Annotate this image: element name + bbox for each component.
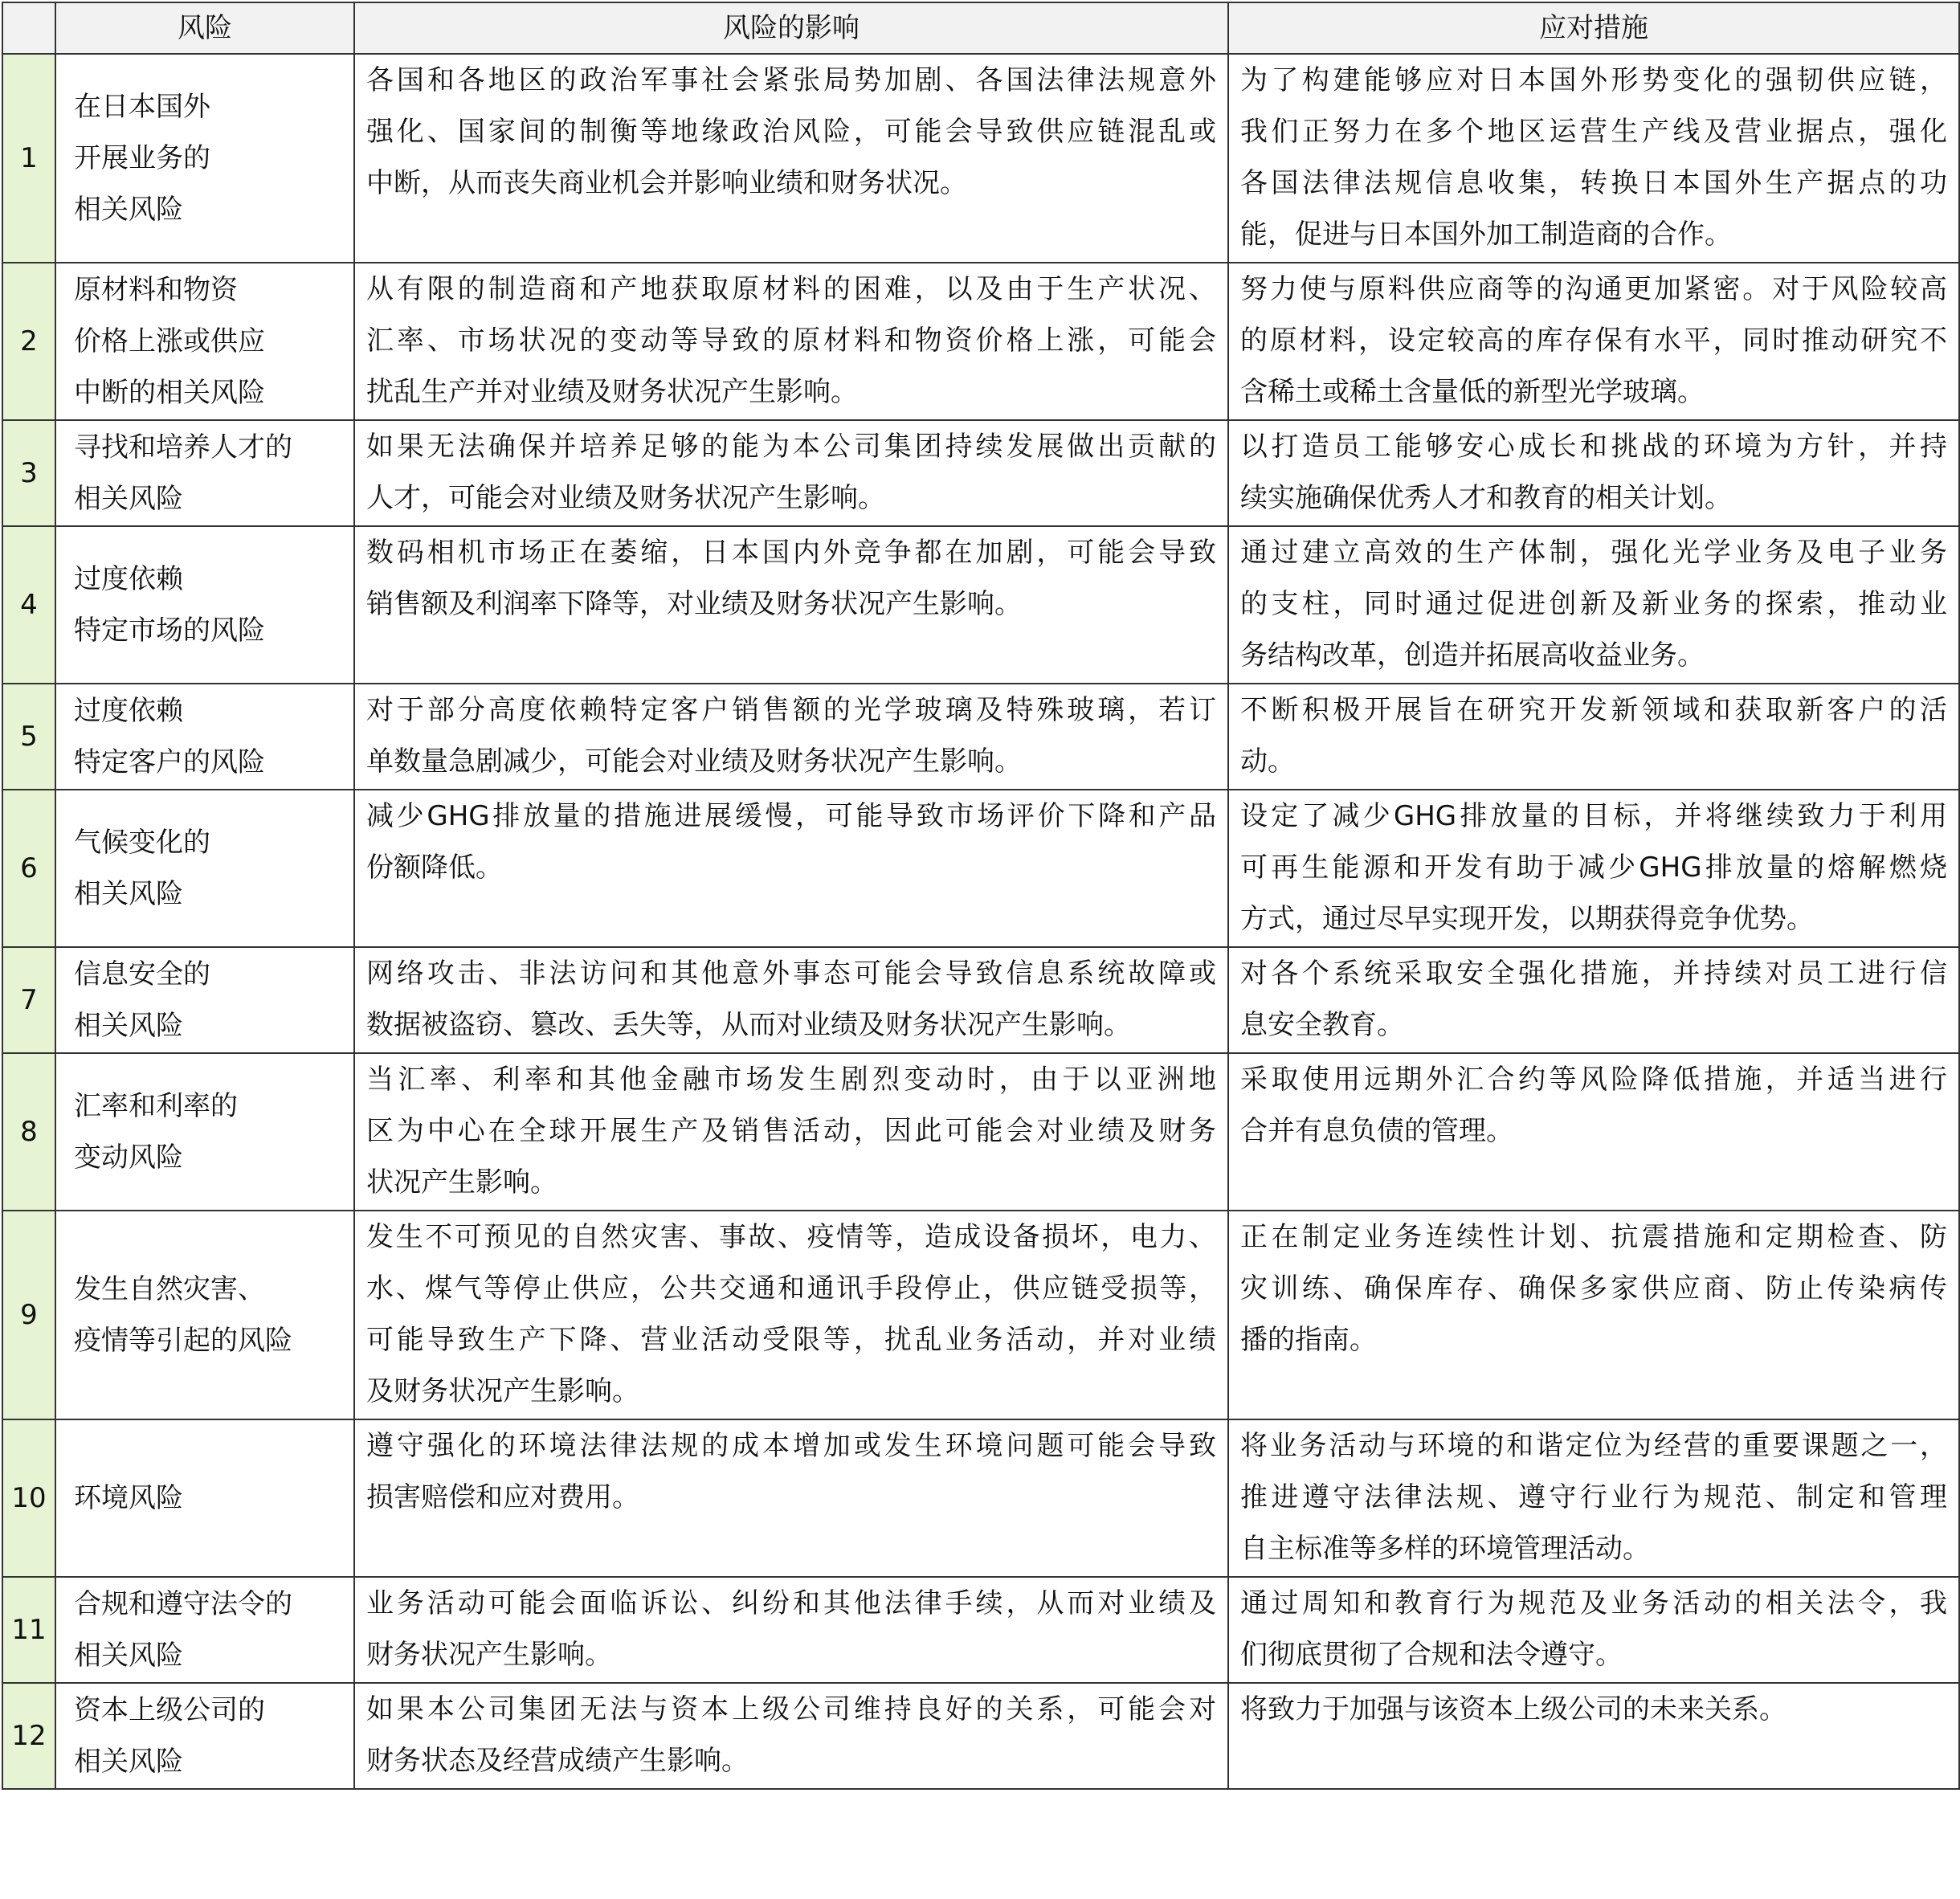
header-number bbox=[2, 2, 55, 54]
measure-line: 对各个系统采取安全强化措施，并持续对员工进行信 bbox=[1240, 958, 1947, 990]
measure-cell bbox=[1228, 947, 1959, 1053]
header-risk: 风险 bbox=[55, 2, 354, 54]
row-number: 12 bbox=[2, 1683, 55, 1789]
effect-cell bbox=[354, 1053, 1228, 1211]
risk-line: 寻找和培养人才的 bbox=[74, 431, 292, 464]
table-row bbox=[2, 263, 1959, 420]
risk-line: 合规和遵守法令的 bbox=[74, 1588, 292, 1620]
measure-line: 不断积极开展旨在研究开发新领域和获取新客户的活 bbox=[1240, 694, 1947, 726]
measure-line: 们彻底贯彻了合规和法令遵守。 bbox=[1240, 1639, 1623, 1671]
risk-line: 相关风险 bbox=[74, 1010, 183, 1042]
risk-line: 气候变化的 bbox=[74, 827, 210, 859]
risk-line: 过度依赖 bbox=[74, 563, 183, 595]
measure-line: 续实施确保优秀人才和教育的相关计划。 bbox=[1240, 482, 1732, 514]
effect-cell bbox=[354, 790, 1228, 947]
measure-line: 自主标准等多样的环境管理活动。 bbox=[1240, 1533, 1650, 1565]
measure-cell bbox=[1228, 1211, 1959, 1419]
measure-line: 务结构改革，创造并拓展高收益业务。 bbox=[1240, 639, 1705, 672]
effect-line: 当汇率、利率和其他金融市场发生剧烈变动时，由于以亚洲地 bbox=[366, 1064, 1216, 1096]
risk-line: 价格上涨或供应 bbox=[74, 325, 265, 357]
effect-line: 状况产生影响。 bbox=[366, 1166, 557, 1199]
risk-line: 开展业务的 bbox=[74, 142, 210, 174]
measure-line: 为了构建能够应对日本国外形势变化的强韧供应链， bbox=[1240, 64, 1947, 96]
effect-line: 单数量急剧减少，可能会对业绩及财务状况产生影响。 bbox=[366, 745, 1022, 778]
measure-cell bbox=[1228, 1683, 1959, 1789]
measure-line: 的原材料，设定较高的库存保有水平，同时推动研究不 bbox=[1240, 325, 1947, 357]
table-row bbox=[2, 54, 1959, 263]
measure-cell bbox=[1228, 684, 1959, 790]
row-number: 10 bbox=[2, 1419, 55, 1577]
measure-line: 设定了减少GHG排放量的目标，并将继续致力于利用 bbox=[1240, 800, 1947, 832]
measure-line: 含稀土或稀土含量低的新型光学玻璃。 bbox=[1240, 376, 1705, 408]
measure-line: 各国法律法规信息收集，转换日本国外生产据点的功 bbox=[1240, 167, 1947, 199]
measure-cell bbox=[1228, 420, 1959, 526]
risk-line: 原材料和物资 bbox=[74, 274, 238, 306]
measure-line: 通过周知和教育行为规范及业务活动的相关法令，我 bbox=[1240, 1587, 1947, 1619]
effect-cell bbox=[354, 1211, 1228, 1419]
measure-line: 努力使与原料供应商等的沟通更加紧密。对于风险较高 bbox=[1240, 273, 1947, 305]
measure-line: 能，促进与日本国外加工制造商的合作。 bbox=[1240, 218, 1732, 251]
header-row bbox=[2, 2, 1959, 54]
row-number: 8 bbox=[2, 1053, 55, 1211]
table-row bbox=[2, 790, 1959, 947]
risk-cell bbox=[55, 263, 354, 420]
measure-line: 将致力于加强与该资本上级公司的未来关系。 bbox=[1240, 1693, 1786, 1725]
effect-cell bbox=[354, 263, 1228, 420]
risk-cell bbox=[55, 1683, 354, 1789]
measure-line: 采取使用远期外汇合约等风险降低措施，并适当进行 bbox=[1240, 1064, 1947, 1096]
effect-line: 及财务状况产生影响。 bbox=[366, 1375, 639, 1407]
row-number: 1 bbox=[2, 54, 55, 263]
measure-line: 方式，通过尽早实现开发，以期获得竞争优势。 bbox=[1240, 903, 1814, 935]
effect-line: 份额降低。 bbox=[366, 851, 503, 884]
effect-line: 损害赔偿和应对费用。 bbox=[366, 1481, 639, 1513]
effect-line: 如果无法确保并培养足够的能为本公司集团持续发展做出贡献的 bbox=[366, 431, 1216, 463]
measure-line: 息安全教育。 bbox=[1240, 1009, 1404, 1041]
table-row bbox=[2, 1419, 1959, 1577]
table-row bbox=[2, 1211, 1959, 1419]
risk-cell bbox=[55, 54, 354, 263]
measure-line: 将业务活动与环境的和谐定位为经营的重要课题之一， bbox=[1240, 1430, 1947, 1462]
risk-line: 汇率和利率的 bbox=[74, 1090, 238, 1122]
row-number: 2 bbox=[2, 263, 55, 420]
risk-line: 过度依赖 bbox=[74, 695, 183, 727]
measure-cell bbox=[1228, 54, 1959, 263]
risk-line: 环境风险 bbox=[74, 1482, 183, 1514]
risk-table bbox=[2, 2, 1960, 1790]
measure-line: 的支柱，同时通过促进创新及新业务的探索，推动业 bbox=[1240, 588, 1947, 620]
measure-line: 动。 bbox=[1240, 745, 1295, 778]
effect-line: 销售额及利润率下降等，对业绩及财务状况产生影响。 bbox=[366, 588, 1022, 620]
measure-cell bbox=[1228, 263, 1959, 420]
risk-line: 相关风险 bbox=[74, 1746, 183, 1778]
effect-line: 汇率、市场状况的变动等导致的原材料和物资价格上涨，可能会 bbox=[366, 325, 1216, 357]
header-measure: 应对措施 bbox=[1228, 2, 1959, 54]
effect-line: 数码相机市场正在萎缩，日本国内外竞争都在加剧，可能会导致 bbox=[366, 537, 1216, 569]
effect-line: 扰乱生产并对业绩及财务状况产生影响。 bbox=[366, 376, 858, 408]
effect-cell bbox=[354, 684, 1228, 790]
measure-line: 推进遵守法律法规、遵守行业行为规范、制定和管理 bbox=[1240, 1481, 1947, 1513]
risk-cell bbox=[55, 790, 354, 947]
risk-line: 资本上级公司的 bbox=[74, 1694, 265, 1726]
risk-line: 变动风险 bbox=[74, 1141, 183, 1174]
risk-line: 信息安全的 bbox=[74, 958, 210, 990]
row-number: 11 bbox=[2, 1577, 55, 1683]
table-row bbox=[2, 684, 1959, 790]
effect-line: 如果本公司集团无法与资本上级公司维持良好的关系，可能会对 bbox=[366, 1693, 1216, 1725]
risk-line: 相关风险 bbox=[74, 194, 183, 226]
table-row bbox=[2, 1577, 1959, 1683]
effect-line: 遵守强化的环境法律法规的成本增加或发生环境问题可能会导致 bbox=[366, 1430, 1216, 1462]
effect-line: 强化、国家间的制衡等地缘政治风险，可能会导致供应链混乱或 bbox=[366, 116, 1216, 148]
row-number: 4 bbox=[2, 526, 55, 684]
effect-line: 财务状况产生影响。 bbox=[366, 1639, 612, 1671]
risk-line: 中断的相关风险 bbox=[74, 377, 265, 409]
effect-cell bbox=[354, 420, 1228, 526]
measure-line: 我们正努力在多个地区运营生产线及营业据点，强化 bbox=[1240, 116, 1947, 148]
effect-line: 对于部分高度依赖特定客户销售额的光学玻璃及特殊玻璃，若订 bbox=[366, 694, 1216, 726]
measure-cell bbox=[1228, 790, 1959, 947]
risk-cell bbox=[55, 1419, 354, 1577]
effect-cell bbox=[354, 1577, 1228, 1683]
risk-cell bbox=[55, 1211, 354, 1419]
risk-line: 相关风险 bbox=[74, 878, 183, 910]
measure-line: 播的指南。 bbox=[1240, 1324, 1377, 1356]
measure-line: 灾训练、确保库存、确保多家供应商、防止传染病传 bbox=[1240, 1272, 1947, 1305]
table-row bbox=[2, 420, 1959, 526]
risk-cell bbox=[55, 947, 354, 1053]
effect-line: 发生不可预见的自然灾害、事故、疫情等，造成设备损坏，电力、 bbox=[366, 1221, 1216, 1253]
effect-line: 业务活动可能会面临诉讼、纠纷和其他法律手续，从而对业绩及 bbox=[366, 1587, 1216, 1619]
risk-cell bbox=[55, 420, 354, 526]
measure-line: 合并有息负债的管理。 bbox=[1240, 1115, 1513, 1147]
measure-line: 通过建立高效的生产体制，强化光学业务及电子业务 bbox=[1240, 537, 1947, 569]
row-number: 5 bbox=[2, 684, 55, 790]
row-number: 9 bbox=[2, 1211, 55, 1419]
risk-cell bbox=[55, 684, 354, 790]
effect-line: 数据被盗窃、篡改、丢失等，从而对业绩及财务状况产生影响。 bbox=[366, 1009, 1131, 1041]
risk-line: 在日本国外 bbox=[74, 91, 210, 123]
risk-line: 相关风险 bbox=[74, 483, 183, 515]
table-body bbox=[2, 54, 1959, 1789]
effect-line: 人才，可能会对业绩及财务状况产生影响。 bbox=[366, 482, 885, 514]
measure-line: 可再生能源和开发有助于减少GHG排放量的熔解燃烧 bbox=[1240, 851, 1947, 884]
risk-cell bbox=[55, 526, 354, 684]
effect-line: 减少GHG排放量的措施进展缓慢，可能导致市场评价下降和产品 bbox=[366, 800, 1216, 832]
row-number: 7 bbox=[2, 947, 55, 1053]
risk-line: 相关风险 bbox=[74, 1640, 183, 1672]
effect-cell bbox=[354, 1683, 1228, 1789]
measure-line: 以打造员工能够安心成长和挑战的环境为方针，并持 bbox=[1240, 431, 1947, 463]
table-row bbox=[2, 526, 1959, 684]
effect-line: 中断，从而丧失商业机会并影响业绩和财务状况。 bbox=[366, 167, 967, 199]
effect-line: 各国和各地区的政治军事社会紧张局势加剧、各国法律法规意外 bbox=[366, 64, 1216, 96]
effect-line: 从有限的制造商和产地获取原材料的困难，以及由于生产状况、 bbox=[366, 273, 1216, 305]
measure-cell bbox=[1228, 1053, 1959, 1211]
risk-line: 特定客户的风险 bbox=[74, 746, 265, 778]
effect-line: 区为中心在全球开展生产及销售活动，因此可能会对业绩及财务 bbox=[366, 1115, 1216, 1147]
effect-line: 可能导致生产下降、营业活动受限等，扰乱业务活动，并对业绩 bbox=[366, 1324, 1216, 1356]
measure-cell bbox=[1228, 526, 1959, 684]
table-row bbox=[2, 947, 1959, 1053]
table-row bbox=[2, 1053, 1959, 1211]
measure-line: 正在制定业务连续性计划、抗震措施和定期检查、防 bbox=[1240, 1221, 1947, 1253]
row-number: 3 bbox=[2, 420, 55, 526]
effect-line: 水、煤气等停止供应，公共交通和通讯手段停止，供应链受损等， bbox=[366, 1272, 1216, 1305]
effect-cell bbox=[354, 1419, 1228, 1577]
risk-line: 发生自然灾害、 bbox=[74, 1273, 265, 1305]
risk-line: 疫情等引起的风险 bbox=[74, 1325, 292, 1357]
risk-line: 特定市场的风险 bbox=[74, 615, 265, 647]
measure-cell bbox=[1228, 1419, 1959, 1577]
effect-cell bbox=[354, 526, 1228, 684]
effect-line: 网络攻击、非法访问和其他意外事态可能会导致信息系统故障或 bbox=[366, 958, 1216, 990]
measure-cell bbox=[1228, 1577, 1959, 1683]
effect-line: 财务状态及经营成绩产生影响。 bbox=[366, 1745, 749, 1777]
header-effect: 风险的影响 bbox=[354, 2, 1228, 54]
risk-cell bbox=[55, 1053, 354, 1211]
row-number: 6 bbox=[2, 790, 55, 947]
effect-cell bbox=[354, 947, 1228, 1053]
risk-cell bbox=[55, 1577, 354, 1683]
effect-cell bbox=[354, 54, 1228, 263]
table-row bbox=[2, 1683, 1959, 1789]
